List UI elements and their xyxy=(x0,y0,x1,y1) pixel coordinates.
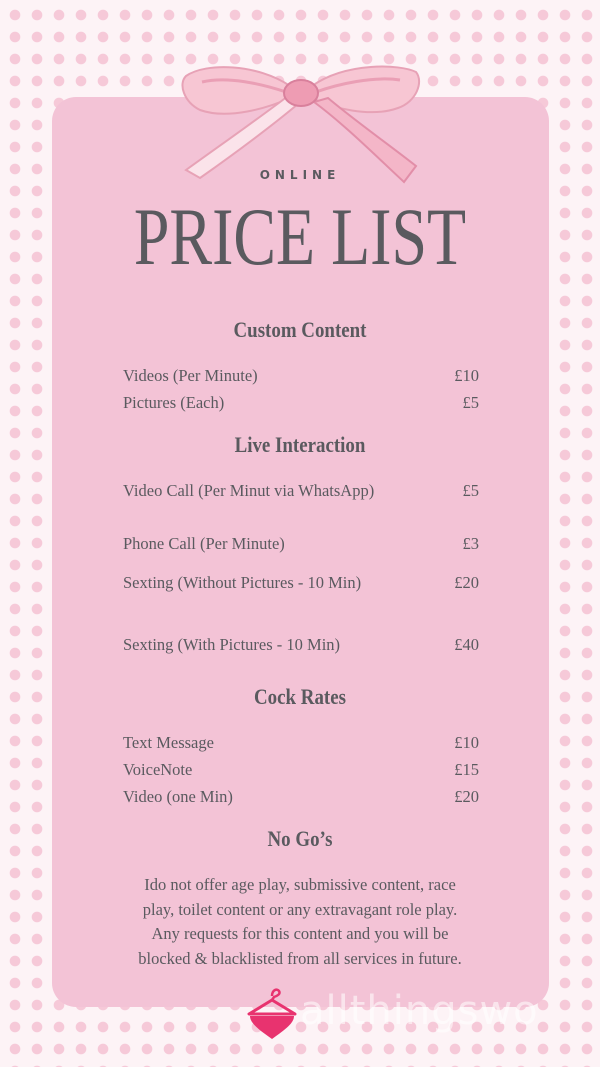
price-row-value: £20 xyxy=(454,573,479,592)
price-row-value: £10 xyxy=(454,733,479,752)
price-row xyxy=(123,757,479,782)
price-row-label: VoiceNote xyxy=(123,760,193,779)
hanger-heart-icon xyxy=(246,982,298,1042)
price-row xyxy=(123,784,479,809)
price-row-value: £15 xyxy=(454,760,479,779)
price-row xyxy=(123,531,479,556)
section-heading-live-interaction: Live Interaction xyxy=(234,432,366,457)
price-row-label: Video (one Min) xyxy=(123,787,233,806)
price-row-label: Sexting (With Pictures - 10 Min) xyxy=(123,635,341,654)
price-row xyxy=(123,570,479,595)
price-row xyxy=(123,730,479,755)
price-row-label: Video Call (Per Minut via WhatsApp) xyxy=(123,481,375,500)
price-row-label: Pictures (Each) xyxy=(123,393,225,412)
price-row xyxy=(123,390,479,415)
watermark-text: allthingswo xyxy=(300,988,539,1034)
section-heading-custom-content: Custom Content xyxy=(233,317,367,342)
page-subtitle: ONLINE xyxy=(259,168,341,182)
price-row xyxy=(123,632,479,657)
price-row-value: £40 xyxy=(454,635,479,654)
section-heading-cock-rates: Cock Rates xyxy=(254,684,346,709)
price-row-label: Sexting (Without Pictures - 10 Min) xyxy=(123,573,362,592)
price-row-value: £5 xyxy=(462,393,479,412)
price-row-value: £20 xyxy=(454,787,479,806)
price-row-label: Videos (Per Minute) xyxy=(123,366,258,385)
price-row-value: £10 xyxy=(454,366,479,385)
page-title: PRICE LIST xyxy=(133,191,467,282)
no-gos-text: Ido not offer age play, submissive content, race play, toilet content or any extravagant role play. Any requests for this content and you will be blocked & blacklisted from all services in future. xyxy=(138,875,462,968)
price-row-value: £3 xyxy=(462,534,479,553)
price-row-label: Phone Call (Per Minute) xyxy=(123,534,285,553)
price-row xyxy=(123,363,479,388)
price-row-label: Text Message xyxy=(123,733,214,752)
price-row xyxy=(123,478,479,503)
section-heading-no-gos: No Go’s xyxy=(267,826,333,851)
price-row-value: £5 xyxy=(462,481,479,500)
